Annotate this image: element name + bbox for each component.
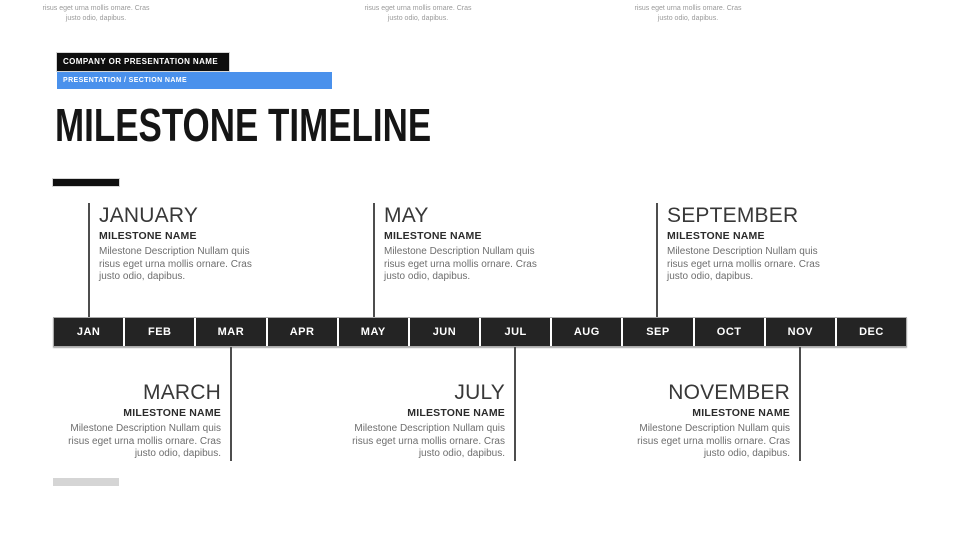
page-title: MILESTONE TIMELINE (55, 99, 432, 151)
milestone-month-title: JANUARY (99, 204, 199, 227)
milestone-description (305, 423, 505, 461)
milestone-month-title: JULY (454, 381, 505, 404)
milestone-month-title: MARCH (143, 381, 221, 404)
description-line: risus eget urna mollis ornare. Cras (352, 435, 505, 447)
milestone-name: MILESTONE NAME (667, 230, 765, 242)
connector-line-september (656, 203, 658, 317)
description-line: Milestone Description Nullam quis (384, 246, 535, 257)
milestone-november (590, 381, 790, 461)
description-line: Milestone Description Nullam quis (667, 246, 818, 257)
description-line: Milestone Description Nullam quis (354, 423, 505, 434)
section-name-bar: PRESENTATION / SECTION NAME (57, 72, 332, 89)
milestone-description (99, 246, 299, 284)
connector-line-november (799, 347, 801, 461)
description-line: risus eget urna mollis ornare. Cras (637, 435, 790, 447)
description-line: justo odio, dapibus. (99, 271, 186, 282)
description-line: justo odio, dapibus. (134, 448, 221, 459)
connector-line-july (514, 347, 516, 461)
overflow-line: justo odio, dapibus. (657, 14, 719, 22)
month-cell-nov: NOV (766, 318, 835, 346)
connector-line-march (230, 347, 232, 461)
milestone-name: MILESTONE NAME (123, 407, 221, 419)
description-line: risus eget urna mollis ornare. Cras (384, 258, 537, 270)
overflow-line: risus eget urna mollis ornare. Cras (634, 5, 742, 12)
description-line: justo odio, dapibus. (384, 271, 471, 282)
milestone-september (667, 204, 867, 284)
description-line: Milestone Description Nullam quis (99, 246, 250, 257)
month-cell-sep: SEP (623, 318, 692, 346)
overflow-text-fragment (608, 4, 768, 23)
description-line: Milestone Description Nullam quis (70, 423, 221, 434)
milestone-description (21, 423, 221, 461)
month-cell-jul: JUL (481, 318, 550, 346)
month-bar (53, 317, 907, 347)
description-line: risus eget urna mollis ornare. Cras (99, 258, 252, 270)
description-line: justo odio, dapibus. (667, 271, 754, 282)
milestone-may (384, 204, 584, 284)
month-cell-aug: AUG (552, 318, 621, 346)
company-name-bar: COMPANY OR PRESENTATION NAME (57, 53, 229, 71)
milestone-name: MILESTONE NAME (99, 230, 197, 242)
overflow-line: risus eget urna mollis ornare. Cras (364, 5, 472, 12)
milestone-name: MILESTONE NAME (384, 230, 482, 242)
month-cell-jan: JAN (54, 318, 123, 346)
milestone-month-title: NOVEMBER (668, 381, 790, 404)
month-cell-feb: FEB (125, 318, 194, 346)
description-line: justo odio, dapibus. (418, 448, 505, 459)
description-line: risus eget urna mollis ornare. Cras (667, 258, 820, 270)
description-line: justo odio, dapibus. (703, 448, 790, 459)
overflow-line: justo odio, dapibus. (387, 14, 449, 22)
month-cell-jun: JUN (410, 318, 479, 346)
milestone-name: MILESTONE NAME (407, 407, 505, 419)
description-line: risus eget urna mollis ornare. Cras (68, 435, 221, 447)
month-cell-may: MAY (339, 318, 408, 346)
description-line: Milestone Description Nullam quis (639, 423, 790, 434)
milestone-description (590, 423, 790, 461)
milestone-description (667, 246, 867, 284)
overflow-line: risus eget urna mollis ornare. Cras (42, 5, 150, 12)
milestone-january (99, 204, 299, 284)
milestone-month-title: SEPTEMBER (667, 204, 799, 227)
overflow-text-fragment (338, 4, 498, 23)
title-divider (53, 179, 119, 186)
milestone-july (305, 381, 505, 461)
footer-divider (53, 478, 119, 486)
milestone-month-title: MAY (384, 204, 429, 227)
milestone-march (21, 381, 221, 461)
overflow-text-fragment (16, 4, 176, 23)
connector-line-january (88, 203, 90, 317)
milestone-description (384, 246, 584, 284)
month-cell-apr: APR (268, 318, 337, 346)
month-cell-dec: DEC (837, 318, 906, 346)
month-cell-oct: OCT (695, 318, 764, 346)
milestone-name: MILESTONE NAME (692, 407, 790, 419)
connector-line-may (373, 203, 375, 317)
month-cell-mar: MAR (196, 318, 265, 346)
overflow-line: justo odio, dapibus. (65, 14, 127, 22)
